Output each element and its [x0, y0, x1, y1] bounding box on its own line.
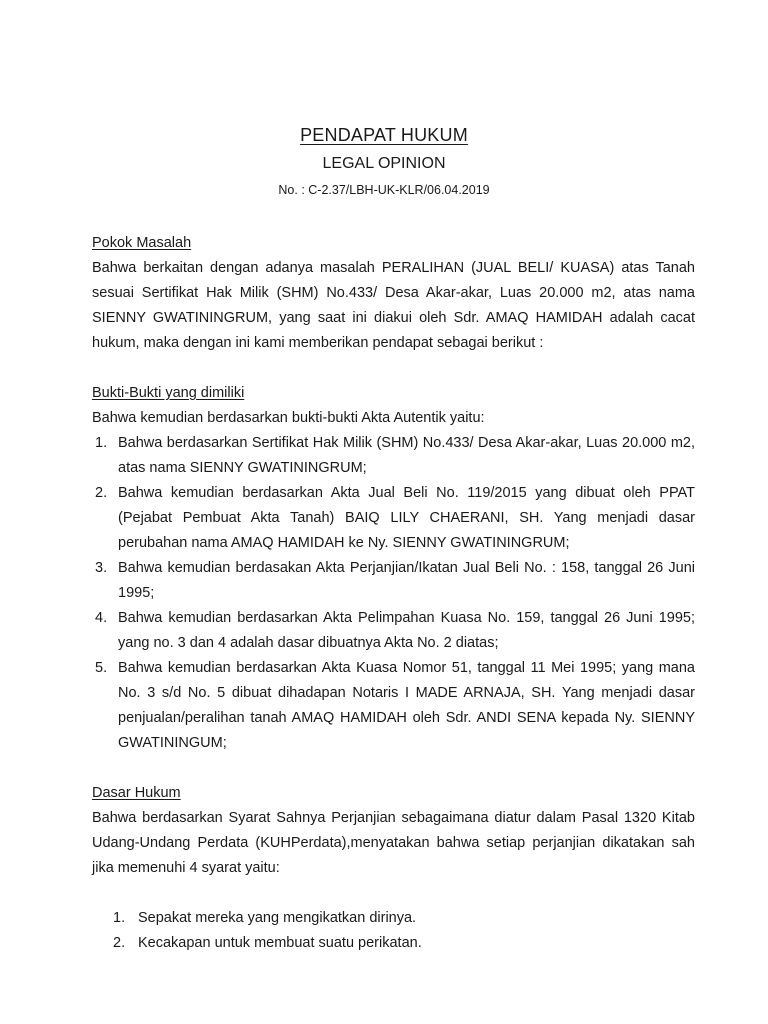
evidence-item	[92, 656, 695, 756]
evidence-item-text: Bahwa kemudian berdasakan Akta Perjanjian/Ikatan Jual Beli No. : 158, tanggal 26 Juni 1995;	[118, 560, 695, 601]
section-heading-dasar-hukum: Dasar Hukum	[92, 785, 181, 801]
bukti-intro: Bahwa kemudian berdasarkan bukti-bukti Akta Autentik yaitu:	[92, 410, 485, 426]
conditions-list	[92, 906, 695, 956]
condition-item	[92, 906, 695, 931]
section-spacer	[92, 356, 695, 381]
section-heading-bukti: Bukti-Bukti yang dimiliki	[92, 385, 245, 401]
document-number: No. : C-2.37/LBH-UK-KLR/06.04.2019	[278, 183, 490, 197]
list-number: 1.	[113, 910, 126, 926]
evidence-item-text: Bahwa berdasarkan Sertifikat Hak Milik (SHM) No.433/ Desa Akar-akar, Luas 20.000 m2, atas nama SIENNY GWATININGRUM;	[118, 435, 695, 476]
dasar-hukum-paragraph: Bahwa berdasarkan Syarat Sahnya Perjanjian sebagaimana diatur dalam Pasal 1320 Kitab Udang-Undang Perdata (KUHPerdata),menyatakan bahwa setiap perjanjian dikatakan sah jika memenuhi 4 syarat yaitu:	[92, 810, 695, 876]
document-subtitle: LEGAL OPINION	[322, 155, 446, 172]
list-number: 2.	[95, 485, 108, 501]
list-number: 1.	[95, 435, 108, 451]
evidence-item	[92, 606, 695, 656]
evidence-list	[92, 431, 695, 756]
evidence-item	[92, 556, 695, 606]
section-spacer	[92, 881, 695, 906]
condition-item-text: Sepakat mereka yang mengikatkan dirinya.	[138, 910, 417, 926]
condition-item-text: Kecakapan untuk membuat suatu perikatan.	[138, 935, 422, 951]
evidence-item	[92, 481, 695, 556]
evidence-item-text: Bahwa kemudian berdasarkan Akta Pelimpahan Kuasa No. 159, tanggal 26 Juni 1995; yang no. 3 dan 4 adalah dasar dibuatnya Akta No. 2 diatas;	[118, 610, 695, 651]
list-number: 3.	[95, 560, 108, 576]
document-header	[0, 123, 768, 199]
evidence-item	[92, 431, 695, 481]
evidence-item-text: Bahwa kemudian berdasarkan Akta Jual Beli No. 119/2015 yang dibuat oleh PPAT (Pejabat Pembuat Akta Tanah) BAIQ LILY CHAERANI, SH. Yang menjadi dasar perubahan nama AMAQ HAMIDAH ke Ny. SIENNY GWATININGRUM;	[118, 485, 695, 551]
document-title: PENDAPAT HUKUM	[300, 125, 468, 145]
list-number: 2.	[113, 935, 126, 951]
evidence-item-text: Bahwa kemudian berdasarkan Akta Kuasa Nomor 51, tanggal 11 Mei 1995; yang mana No. 3 s/d No. 5 dibuat dihadapan Notaris I MADE ARNAJA, SH. Yang menjadi dasar penjualan/peralihan tanah AMAQ HAMIDAH oleh Sdr. ANDI SENA kepada Ny. SIENNY GWATININGUM;	[118, 660, 695, 751]
pokok-masalah-paragraph: Bahwa berkaitan dengan adanya masalah PERALIHAN (JUAL BELI/ KUASA) atas Tanah sesuai Sertifikat Hak Milik (SHM) No.433/ Desa Akar-akar, Luas 20.000 m2, atas nama SIENNY GWATININGRUM, yang saat ini diakui oleh Sdr. AMAQ HAMIDAH adalah cacat hukum, maka dengan ini kami memberikan pendapat sebagai berikut :	[92, 260, 695, 351]
document-body	[92, 231, 695, 956]
section-spacer	[92, 756, 695, 781]
condition-item	[92, 931, 695, 956]
section-heading-pokok-masalah: Pokok Masalah	[92, 235, 192, 251]
list-number: 5.	[95, 660, 108, 676]
list-number: 4.	[95, 610, 108, 626]
